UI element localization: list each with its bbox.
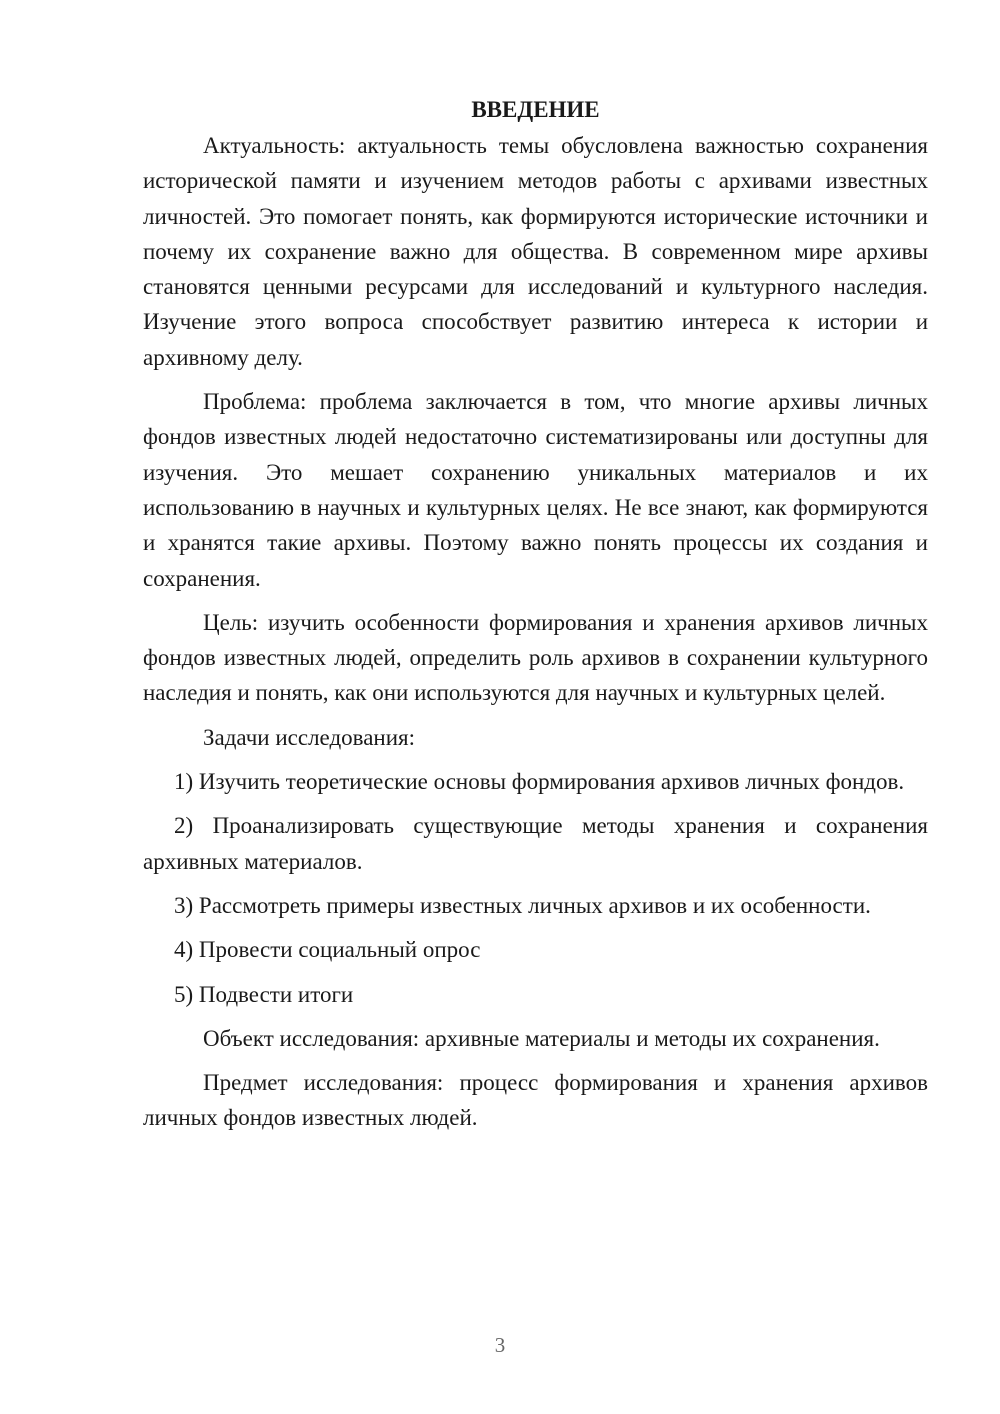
page-content [143, 92, 928, 1145]
relevance-paragraph: Актуальность: актуальность темы обусловлена важностью сохранения исторической памяти и изучением методов работы с архивами известных личностей. Это помогает понять, как формируются исторические источники и почему их сохранение важно для общества. В современном мире архивы становятся ценными ресурсами для исследований и культурного наследия. Изучение этого вопроса способствует развитию интереса к истории и архивному делу. [143, 133, 928, 370]
task-item-2: 2) Проанализировать существующие методы хранения и сохранения архивных материалов. [143, 813, 928, 874]
object-paragraph: Объект исследования: архивные материалы и методы их сохранения. [203, 1025, 880, 1051]
goal-paragraph: Цель: изучить особенности формирования и хранения архивов личных фондов известных людей, определить роль архивов в сохранении культурного наследия и понять, как они используются для научных и культурных целей. [143, 609, 928, 706]
page-number: 3 [494, 1333, 506, 1357]
task-item-3: 3) Рассмотреть примеры известных личных архивов и их особенности. [174, 892, 871, 918]
task-item-1: 1) Изучить теоретические основы формирования архивов личных фондов. [174, 769, 905, 795]
section-heading: ВВЕДЕНИЕ [471, 97, 600, 122]
task-item-5: 5) Подвести итоги [174, 981, 354, 1007]
tasks-heading: Задачи исследования: [203, 724, 416, 750]
problem-paragraph: Проблема: проблема заключается в том, что многие архивы личных фондов известных людей недостаточно систематизированы или доступны для изучения. Это мешает сохранению уникальных материалов и их использованию в научных и культурных целях. Не все знают, как формируются и хранятся такие архивы. Поэтому важно понять процессы их создания и сохранения. [143, 389, 928, 591]
task-item-4: 4) Провести социальный опрос [174, 937, 481, 963]
subject-paragraph: Предмет исследования: процесс формирования и хранения архивов личных фондов известных людей. [143, 1070, 928, 1131]
